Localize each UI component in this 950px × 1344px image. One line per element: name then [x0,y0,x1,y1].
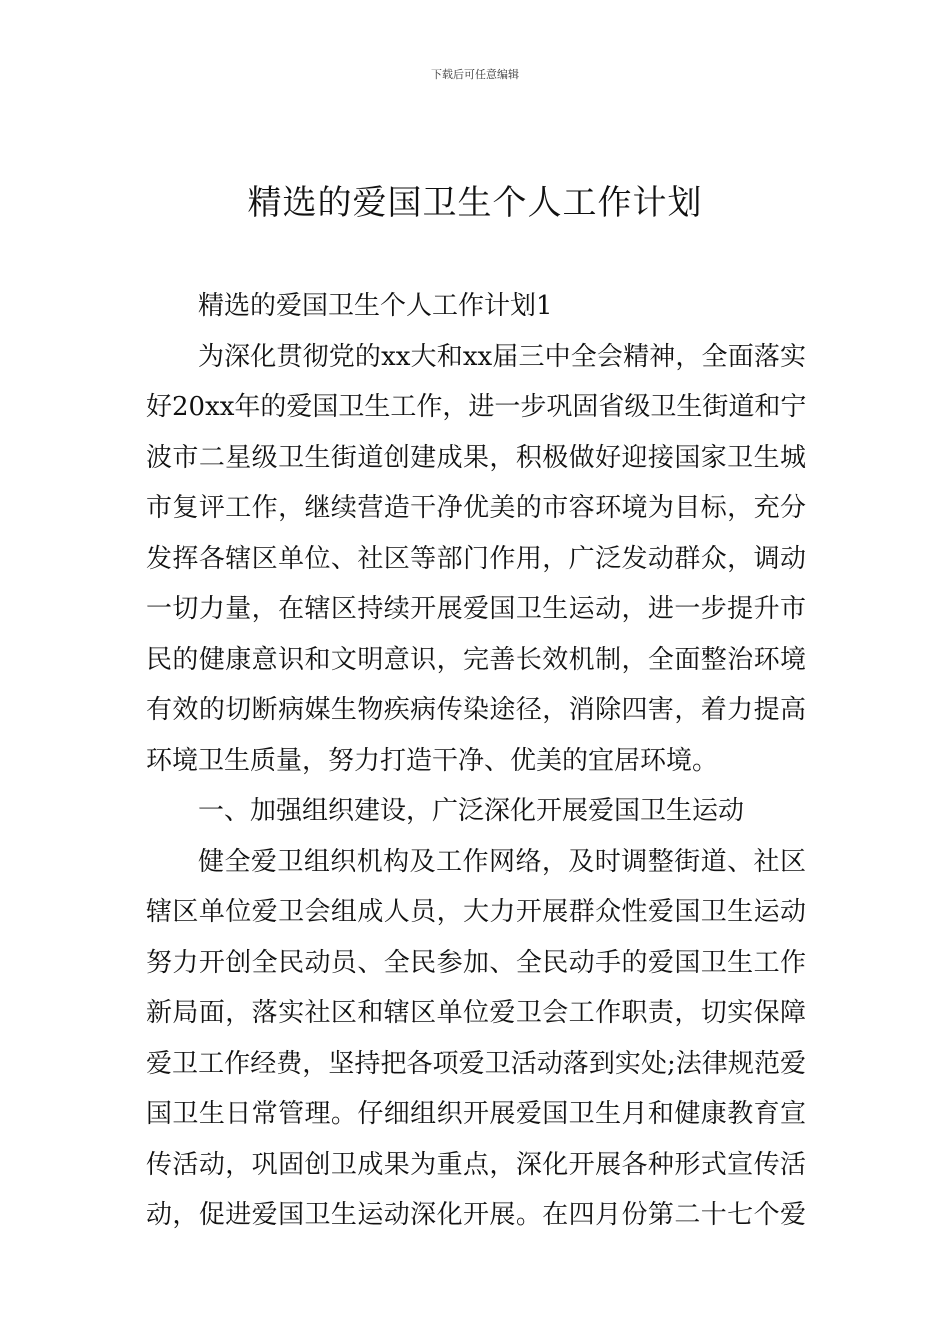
body-line: 爱卫工作经费，坚持把各项爱卫活动落到实处;法律规范爱 [146,1048,806,1079]
body-line: 动，促进爱国卫生运动深化开展。在四月份第二十七个爱 [146,1200,806,1230]
body-line: 有效的切断病媒生物疾病传染途径，消除四害，着力提高 [146,695,806,725]
header-note: 下载后可任意编辑 [431,68,519,81]
body-line: 精选的爱国卫生个人工作计划1 [198,291,553,321]
body-line: 民的健康意识和文明意识，完善长效机制，全面整治环境 [146,644,806,675]
body-line: 努力开创全民动员、全民参加、全民动手的爱国卫生工作 [146,947,806,978]
body-line: 好20xx年的爱国卫生工作，进一步巩固省级卫生街道和宁 [146,392,807,422]
body-line: 一、加强组织建设，广泛深化开展爱国卫生运动 [198,796,745,826]
body-line: 辖区单位爱卫会组成人员，大力开展群众性爱国卫生运动 [146,897,806,927]
body-line: 市复评工作，继续营造干净优美的市容环境为目标，充分 [146,493,806,523]
body-line: 环境卫生质量，努力打造干净、优美的宜居环境。 [146,745,719,776]
body-line: 健全爱卫组织机构及工作网络，及时调整街道、社区 [198,846,806,877]
body-line: 传活动，巩固创卫成果为重点，深化开展各种形式宣传活 [146,1149,806,1180]
body-line: 发挥各辖区单位、社区等部门作用，广泛发动群众，调动 [146,543,806,574]
body-line: 一切力量，在辖区持续开展爱国卫生运动，进一步提升市 [146,594,806,624]
document-body [146,281,806,1241]
document-title: 精选的爱国卫生个人工作计划 [247,183,703,223]
body-line: 新局面，落实社区和辖区单位爱卫会工作职责，切实保障 [146,998,806,1028]
body-line: 国卫生日常管理。仔细组织开展爱国卫生月和健康教育宣 [146,1099,806,1129]
body-line: 波市二星级卫生街道创建成果，积极做好迎接国家卫生城 [146,442,806,473]
body-line: 为深化贯彻党的xx大和xx届三中全会精神，全面落实 [198,341,806,372]
